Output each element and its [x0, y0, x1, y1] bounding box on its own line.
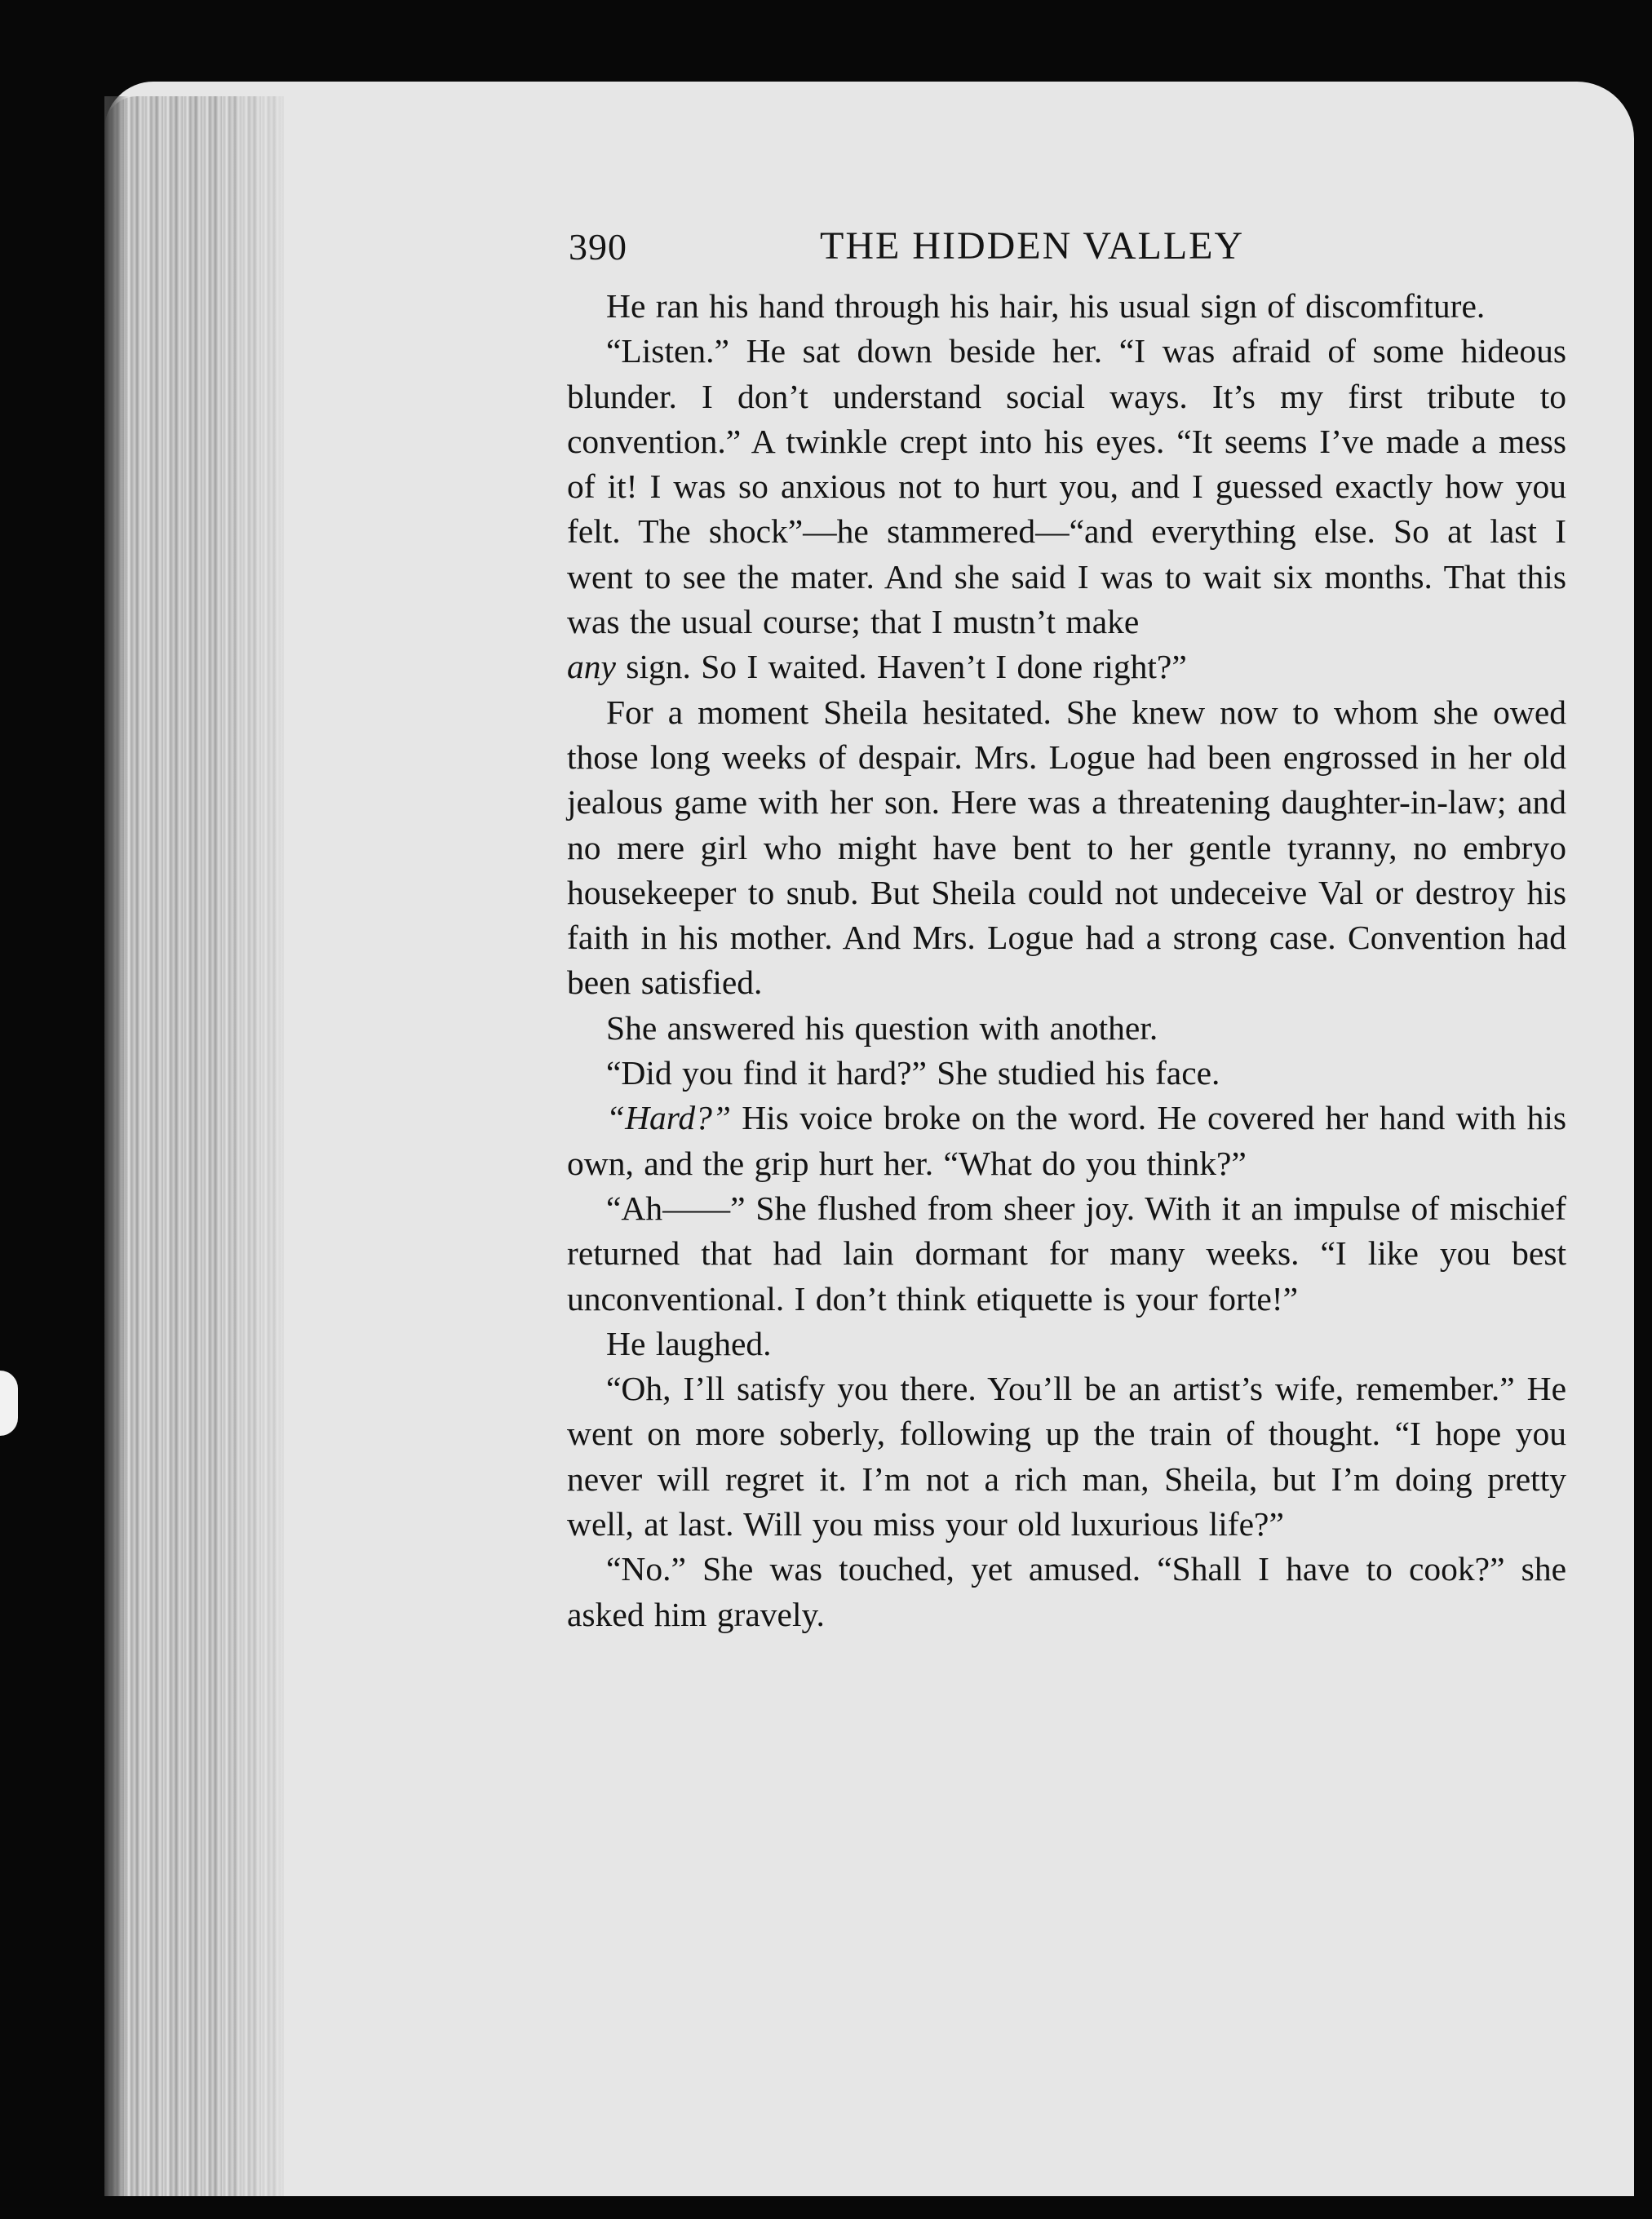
book-title: THE HIDDEN VALLEY: [820, 224, 1245, 268]
paragraph-5: “Did you find it hard?” She studied his face.: [606, 1054, 1220, 1092]
page-text-column: [567, 219, 1566, 1637]
page-edge-fade: [212, 96, 310, 2196]
paragraph-7: “Ah——” She flushed from sheer joy. With it an impulse of mischief returned that had lain dormant for many weeks. “I like you best unconventional. I don’t think etiquette is your forte!”: [567, 1189, 1566, 1318]
italic-hard: “Hard?”: [606, 1099, 731, 1137]
paragraph-1: He ran his hand through his hair, his usual sign of discomfiture.: [606, 287, 1486, 325]
paragraph-3: For a moment Sheila hesitated. She knew now to whom she owed those long weeks of despair. Mrs. Logue had been engrossed in her old jealous game with her son. Here was a threatening daughter-in-law; and no mere girl who might have bent to her gentle tyranny, no embryo housekeeper to snub. But Sheila could not undeceive Val or destroy his faith in his mother. And Mrs. Logue had a strong case. Convention had been satisfied.: [567, 693, 1566, 1002]
paragraph-10: “No.” She was touched, yet amused. “Shall I have to cook?” she asked him gravely.: [567, 1550, 1566, 1633]
paragraph-4: She answered his question with another.: [606, 1008, 1158, 1047]
paragraph-6: [567, 1096, 1566, 1186]
paragraph-2-end: sign. So I waited. Haven’t I done right?”: [626, 648, 1187, 686]
scan-artifact: [0, 1371, 18, 1436]
italic-any: any: [567, 648, 616, 686]
paragraph-2: [567, 329, 1566, 689]
running-head: [567, 219, 1566, 271]
paragraph-9: “Oh, I’ll satisfy you there. You’ll be an artist’s wife, remember.” He went on more soberly, following up the train of thought. “I hope you never will regret it. I’m not a rich man, Sheila, but I’m doing pretty well, at last. Will you miss your old luxurious life?”: [567, 1370, 1566, 1544]
paragraph-6-text: His voice broke on the word. He covered her hand with his own, and the grip hurt her. “What do you think?”: [567, 1099, 1567, 1182]
spine-shadow: [104, 96, 129, 2196]
paragraph-8: He laughed.: [606, 1324, 772, 1362]
paragraph-2-text: “Listen.” He sat down beside her. “I was afraid of some hideous blunder. I don’t understand social ways. It’s my first tribute to convention.” A twinkle crept into his eyes. “It seems I’ve made a mess of it! I was so anxious not to hurt you, and I guessed exactly how you felt. The shock”—he stammered—“and everything else. So at last I went to see the mater. And she said I was to wait six months. That this was the usual course; that I mustn’t make: [567, 332, 1566, 641]
page-number: 390: [569, 226, 627, 268]
